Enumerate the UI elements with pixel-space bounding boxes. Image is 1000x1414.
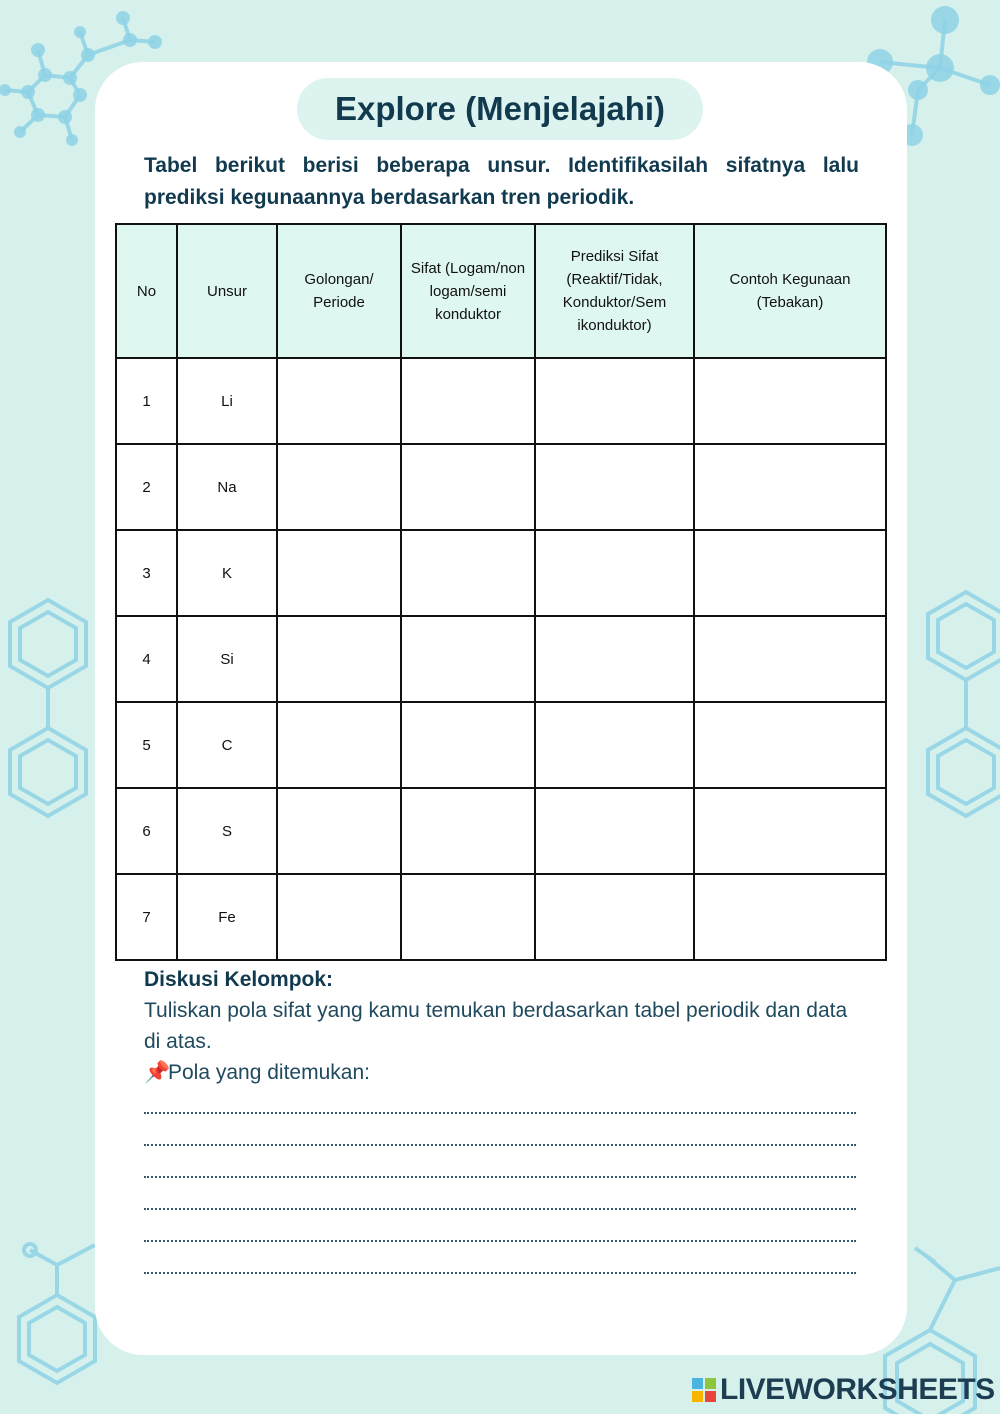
cell-prediksi-input[interactable] [535,616,694,702]
cell-unsur: Si [177,616,277,702]
cell-unsur: Li [177,358,277,444]
cell-sifat-input[interactable] [401,788,535,874]
discussion-prompt: Tuliskan pola sifat yang kamu temukan berdasarkan tabel periodik dan data di atas. [144,999,848,1053]
cell-kegunaan-input[interactable] [694,788,886,874]
table-row [116,444,886,530]
cell-golongan-input[interactable] [277,616,401,702]
answer-line-2[interactable] [144,1144,856,1146]
cell-kegunaan-input[interactable] [694,444,886,530]
cell-sifat-input[interactable] [401,530,535,616]
discussion-heading: Diskusi Kelompok: [144,968,334,991]
cell-unsur: Fe [177,874,277,960]
brand-name: LIVEWORKSHEETS [720,1373,995,1406]
cell-sifat-input[interactable] [401,874,535,960]
cell-golongan-input[interactable] [277,874,401,960]
answer-line-4[interactable] [144,1208,856,1210]
header-prediksi-sifat: Prediksi Sifat (Reaktif/Tidak, Konduktor/Sem ikonduktor) [535,224,694,358]
cell-no: 2 [116,444,177,530]
cell-golongan-input[interactable] [277,530,401,616]
cell-kegunaan-input[interactable] [694,702,886,788]
header-contoh-kegunaan: Contoh Kegunaan (Tebakan) [694,224,886,358]
cell-no: 1 [116,358,177,444]
cell-no: 6 [116,788,177,874]
element-table [115,223,887,961]
answer-line-3[interactable] [144,1176,856,1178]
cell-kegunaan-input[interactable] [694,358,886,444]
cell-prediksi-input[interactable] [535,444,694,530]
table-row [116,702,886,788]
cell-no: 5 [116,702,177,788]
table-row [116,358,886,444]
cell-prediksi-input[interactable] [535,788,694,874]
pushpin-icon: 📌 [144,1061,171,1084]
pattern-label-line [144,1057,864,1088]
answer-line-1[interactable] [144,1112,856,1114]
cell-no: 4 [116,616,177,702]
cell-prediksi-input[interactable] [535,874,694,960]
page-title: Explore (Menjelajahi) [297,78,703,140]
cell-unsur: Na [177,444,277,530]
table-row [116,788,886,874]
cell-kegunaan-input[interactable] [694,874,886,960]
cell-golongan-input[interactable] [277,702,401,788]
cell-sifat-input[interactable] [401,616,535,702]
cell-sifat-input[interactable] [401,702,535,788]
table-row [116,874,886,960]
pattern-label: Pola yang ditemukan: [168,1061,370,1084]
intro-text: Tabel berikut berisi beberapa unsur. Identifikasilah sifatnya lalu prediksi kegunaannya berdasarkan tren periodik. [144,154,859,209]
header-unsur: Unsur [177,224,277,358]
table-row [116,530,886,616]
discussion-section [144,964,864,1088]
cell-kegunaan-input[interactable] [694,616,886,702]
header-golongan-periode: Golongan/ Periode [277,224,401,358]
header-no: No [116,224,177,358]
liveworksheets-logo-icon [692,1378,716,1402]
cell-no: 7 [116,874,177,960]
table-row [116,616,886,702]
cell-no: 3 [116,530,177,616]
cell-sifat-input[interactable] [401,444,535,530]
cell-golongan-input[interactable] [277,358,401,444]
cell-golongan-input[interactable] [277,444,401,530]
cell-golongan-input[interactable] [277,788,401,874]
header-sifat: Sifat (Logam/non logam/semi konduktor [401,224,535,358]
cell-prediksi-input[interactable] [535,530,694,616]
answer-line-6[interactable] [144,1272,856,1274]
cell-unsur: C [177,702,277,788]
cell-prediksi-input[interactable] [535,358,694,444]
cell-unsur: K [177,530,277,616]
answer-line-5[interactable] [144,1240,856,1242]
liveworksheets-brand [692,1373,995,1407]
cell-kegunaan-input[interactable] [694,530,886,616]
table-header-row [116,224,886,358]
cell-sifat-input[interactable] [401,358,535,444]
cell-unsur: S [177,788,277,874]
cell-prediksi-input[interactable] [535,702,694,788]
